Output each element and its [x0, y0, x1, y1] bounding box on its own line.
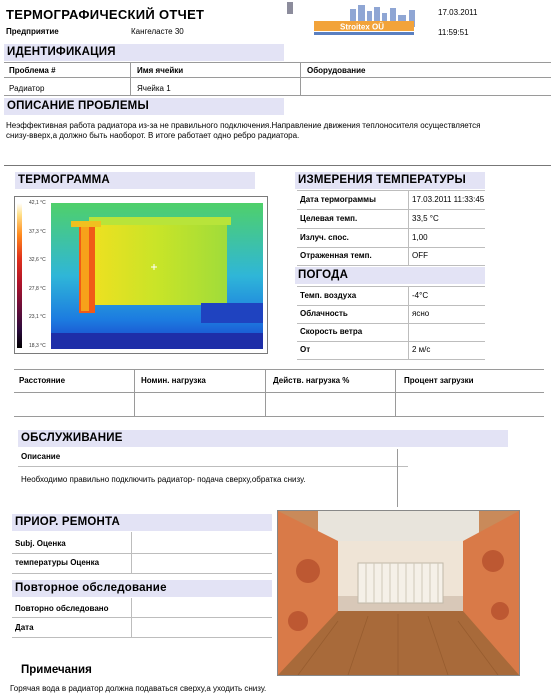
service-desc-label: Описание — [21, 452, 61, 461]
logo-text: Stroitex OÜ — [339, 22, 385, 32]
meas-row-target — [297, 210, 485, 229]
identification-heading: ИДЕНТИФИКАЦИЯ — [7, 46, 116, 58]
identification-header — [4, 44, 284, 61]
load-col-distance: Расстояние — [19, 376, 66, 385]
problem-header — [4, 98, 284, 115]
load-col-nominal: Номин. нагрузка — [141, 376, 206, 385]
id-row-cell: Ячейка 1 — [137, 84, 171, 93]
weather-row-cloudiness — [297, 305, 485, 324]
repair-subj-label: Subj. Оценка — [15, 539, 66, 548]
weather-header — [295, 267, 485, 284]
weather-label: Темп. воздуха — [300, 291, 357, 300]
report-time: 11:59:51 — [438, 28, 469, 37]
meas-value: 33,5 °C — [412, 214, 439, 223]
weather-row-from — [297, 341, 485, 360]
thermogram-heading: ТЕРМОГРАММА — [18, 174, 110, 186]
repair-header — [12, 514, 272, 531]
reinspection-divider — [131, 598, 132, 638]
weather-label: От — [300, 345, 311, 354]
meas-label: Излуч. спос. — [300, 233, 349, 242]
reinspection-heading: Повторное обследование — [15, 582, 167, 594]
scale-label-5: 23,1 °C — [29, 314, 46, 320]
weather-value: 2 м/с — [412, 345, 431, 354]
load-table-bottom-line — [14, 416, 544, 417]
reinspection-line-1 — [12, 617, 272, 618]
scale-label-4: 27,8 °C — [29, 286, 46, 292]
id-table-top-line — [4, 62, 551, 63]
id-col-divider-2 — [300, 62, 301, 96]
reinspection-date-label: Дата — [15, 623, 34, 632]
service-line-1 — [18, 466, 408, 467]
scale-label-6: 18,3 °C — [29, 343, 46, 349]
meas-value: OFF — [412, 251, 428, 260]
id-col-problem: Проблема # — [9, 66, 56, 75]
meas-label: Отраженная темп. — [300, 251, 372, 260]
meas-value: 17.03.2011 11:33:45 — [412, 195, 485, 204]
reinspection-done-label: Повторно обследовано — [15, 604, 109, 613]
repair-temp-label: температуры Оценка — [15, 558, 100, 567]
scale-label-2: 37,3 °C — [29, 229, 46, 235]
notes-heading: Примечания — [21, 664, 92, 676]
weather-row-wind-speed — [297, 323, 485, 342]
service-heading: ОБСЛУЖИВАНИЕ — [21, 432, 123, 444]
service-header — [18, 430, 508, 447]
repair-heading: ПРИОР. РЕМОНТА — [15, 516, 121, 528]
scale-label-1: 42,1 °C — [29, 200, 46, 206]
measurements-header — [295, 172, 485, 189]
load-divider-3 — [395, 369, 396, 417]
load-divider-2 — [265, 369, 266, 417]
company-label: Предприятие — [6, 27, 59, 36]
meas-label: Дата термограммы — [300, 195, 376, 204]
service-desc-text: Необходимо правильно подключить радиатор- подача сверху,обратка снизу. — [21, 475, 306, 484]
weather-value: ясно — [412, 309, 430, 318]
id-col-equipment: Оборудование — [307, 66, 366, 75]
reinspection-line-2 — [12, 637, 272, 638]
room-photo — [277, 510, 520, 676]
temperature-scale-bar — [17, 203, 22, 348]
weather-label: Облачность — [300, 309, 348, 318]
thermogram-header — [15, 172, 255, 189]
load-divider-1 — [134, 369, 135, 417]
meas-label: Целевая темп. — [300, 214, 358, 223]
header-cursor-mark — [287, 2, 293, 14]
weather-heading: ПОГОДА — [298, 269, 349, 281]
load-col-actual: Действ. нагрузка % — [273, 376, 350, 385]
load-table-top-line — [14, 369, 544, 370]
load-col-percent: Процент загрузки — [404, 376, 474, 385]
measurements-heading: ИЗМЕРЕНИЯ ТЕМПЕРАТУРЫ — [298, 174, 467, 186]
report-date: 17.03.2011 — [438, 8, 478, 17]
weather-label: Скорость ветра — [300, 327, 363, 336]
meas-row-emissivity — [297, 229, 485, 248]
weather-value: -4°C — [412, 291, 429, 300]
scale-label-3: 32,6 °C — [29, 257, 46, 263]
id-col-divider-1 — [130, 62, 131, 96]
meas-row-reflected — [297, 247, 485, 266]
repair-line-1 — [12, 553, 272, 554]
problem-text-line2: снизу-вверх,а должно быть наоборот. В итоге работает одно ребро радиатора. — [6, 131, 300, 140]
id-table-bottom-line — [4, 95, 551, 96]
company-logo — [312, 5, 428, 41]
notes-text: Горячая вода в радиатор должна подаваться сверху,а уходить снизу. — [10, 684, 267, 693]
thermal-image — [51, 203, 263, 349]
load-table-mid-line — [14, 392, 544, 393]
thermogram-frame — [14, 196, 268, 354]
id-col-cell: Имя ячейки — [137, 66, 184, 75]
report-title: ТЕРМОГРАФИЧЕСКИЙ ОТЧЕТ — [6, 7, 205, 22]
service-divider — [397, 449, 398, 507]
company-value: Кангеласте 30 — [131, 27, 184, 36]
repair-divider — [131, 532, 132, 574]
id-table-mid-line — [4, 77, 551, 78]
problem-text-line1: Неэффективная работа радиатора из-за не правильного подключения.Направление движения теплоносителя осуществляется — [6, 121, 481, 130]
section-divider — [4, 165, 551, 166]
reinspection-header — [12, 580, 272, 597]
meas-row-date — [297, 191, 485, 210]
meas-value: 1,00 — [412, 233, 428, 242]
repair-line-2 — [12, 573, 272, 574]
problem-heading: ОПИСАНИЕ ПРОБЛЕМЫ — [7, 100, 149, 112]
weather-row-air-temp — [297, 287, 485, 306]
id-row-problem: Радиатор — [9, 84, 45, 93]
